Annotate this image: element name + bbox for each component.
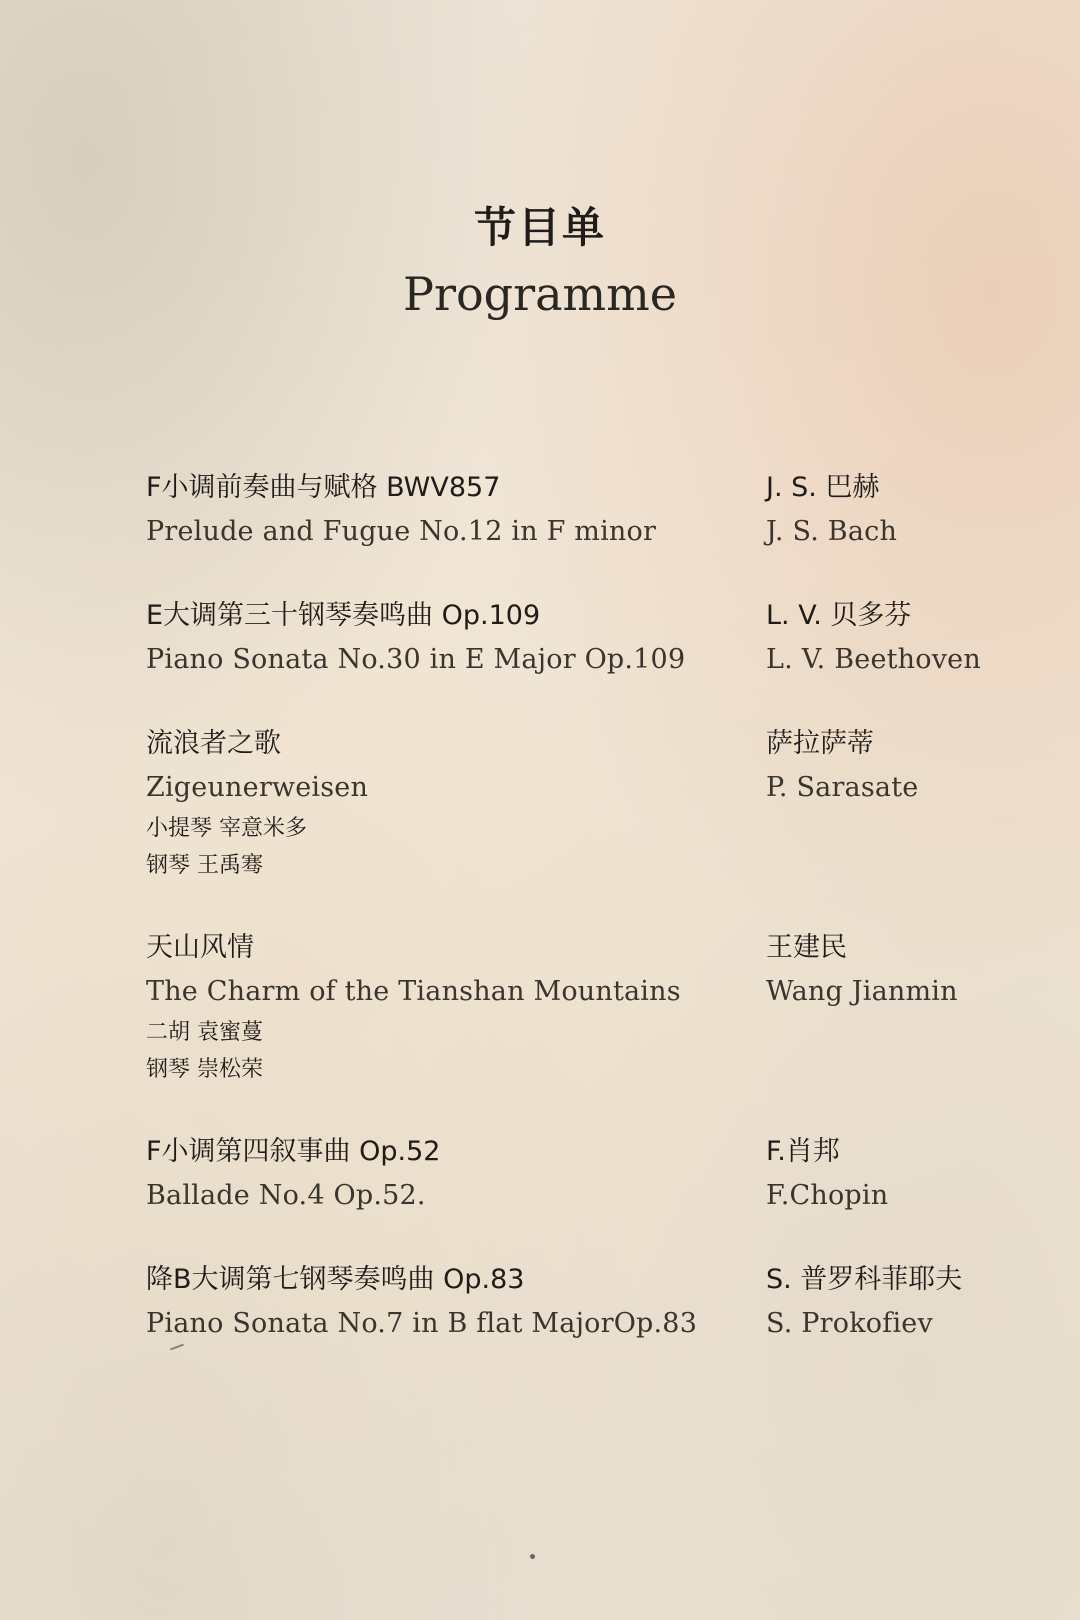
composer-info <box>766 466 1066 554</box>
composer-info <box>766 594 1066 682</box>
work-info <box>146 466 746 554</box>
programme-header <box>0 200 1080 324</box>
work-title-zh: E大调第三十钢琴奏鸣曲 Op.109 <box>146 600 541 631</box>
work-title-zh: 降B大调第七钢琴奏鸣曲 Op.83 <box>146 1264 525 1295</box>
composer-info <box>766 722 1066 810</box>
composer-info <box>766 1258 1066 1346</box>
composer-name-en: P. Sarasate <box>766 772 919 803</box>
work-title-en: Ballade No.4 Op.52. <box>146 1180 426 1211</box>
performer-line: 钢琴 王禹骞 <box>146 853 263 878</box>
composer-name-zh: F.肖邦 <box>766 1136 840 1167</box>
composer-name-en: J. S. Bach <box>766 516 898 547</box>
work-title-en: Piano Sonata No.30 in E Major Op.109 <box>146 644 686 675</box>
performer-line: 钢琴 崇松荣 <box>146 1057 263 1082</box>
composer-name-zh: L. V. 贝多芬 <box>766 600 912 631</box>
composer-info <box>766 1130 1066 1218</box>
performer-line: 二胡 袁蜜蔓 <box>146 1020 263 1045</box>
work-info <box>146 722 746 884</box>
work-info <box>146 1258 746 1346</box>
composer-name-zh: 王建民 <box>766 932 847 963</box>
composer-name-en: Wang Jianmin <box>766 976 958 1007</box>
composer-name-en: F.Chopin <box>766 1180 889 1211</box>
composer-name-en: S. Prokofiev <box>766 1308 933 1339</box>
paper-speck <box>530 1554 535 1559</box>
performer-line: 小提琴 宰意米多 <box>146 816 307 841</box>
work-title-zh: 流浪者之歌 <box>146 728 281 759</box>
composer-name-en: L. V. Beethoven <box>766 644 981 675</box>
work-title-zh: F小调前奏曲与赋格 BWV857 <box>146 472 501 503</box>
work-title-en: The Charm of the Tianshan Mountains <box>146 976 681 1007</box>
work-info <box>146 926 746 1088</box>
page-title-zh: 节目单 <box>473 203 606 252</box>
composer-name-zh: J. S. 巴赫 <box>766 472 880 503</box>
work-info <box>146 1130 746 1218</box>
work-title-zh: F小调第四叙事曲 Op.52 <box>146 1136 441 1167</box>
composer-name-zh: 萨拉萨蒂 <box>766 728 874 759</box>
composer-info <box>766 926 1066 1014</box>
work-title-en: Prelude and Fugue No.12 in F minor <box>146 516 657 547</box>
composer-name-zh: S. 普罗科菲耶夫 <box>766 1264 963 1295</box>
work-title-en: Zigeunerweisen <box>146 772 369 803</box>
work-title-zh: 天山风情 <box>146 932 254 963</box>
work-title-en: Piano Sonata No.7 in B flat MajorOp.83 <box>146 1308 698 1339</box>
work-info <box>146 594 746 682</box>
page-title-en: Programme <box>403 267 677 321</box>
